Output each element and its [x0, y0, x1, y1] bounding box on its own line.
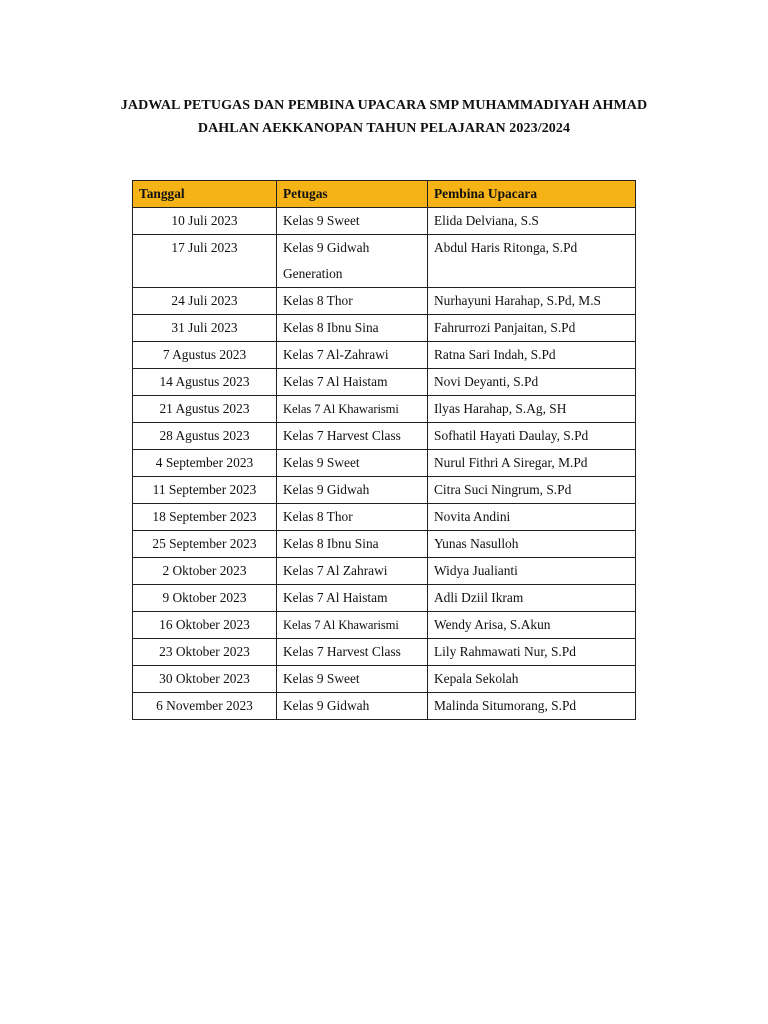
- table-row: [133, 369, 636, 396]
- cell-pembina: Wendy Arisa, S.Akun: [428, 612, 636, 639]
- table-row: [133, 693, 636, 720]
- table-row: [133, 531, 636, 558]
- table-row: [133, 639, 636, 666]
- cell-pembina: Fahrurrozi Panjaitan, S.Pd: [428, 315, 636, 342]
- cell-pembina: Abdul Haris Ritonga, S.Pd: [428, 235, 636, 288]
- table-row: [133, 504, 636, 531]
- header-petugas: Petugas: [277, 181, 428, 208]
- table-row: [133, 342, 636, 369]
- cell-pembina: Lily Rahmawati Nur, S.Pd: [428, 639, 636, 666]
- cell-petugas: Kelas 8 Thor: [277, 288, 428, 315]
- cell-pembina: Adli Dziil Ikram: [428, 585, 636, 612]
- cell-tanggal: 9 Oktober 2023: [133, 585, 277, 612]
- cell-pembina: Sofhatil Hayati Daulay, S.Pd: [428, 423, 636, 450]
- cell-petugas: Kelas 7 Al-Zahrawi: [277, 342, 428, 369]
- cell-pembina: Novi Deyanti, S.Pd: [428, 369, 636, 396]
- cell-tanggal: 17 Juli 2023: [133, 235, 277, 288]
- page-title: [80, 94, 688, 140]
- cell-tanggal: 4 September 2023: [133, 450, 277, 477]
- schedule-table: [132, 180, 636, 720]
- table-row: [133, 585, 636, 612]
- table-row: [133, 208, 636, 235]
- cell-pembina: Nurhayuni Harahap, S.Pd, M.S: [428, 288, 636, 315]
- table-row: [133, 477, 636, 504]
- cell-petugas: Kelas 8 Ibnu Sina: [277, 531, 428, 558]
- cell-pembina: Yunas Nasulloh: [428, 531, 636, 558]
- cell-tanggal: 24 Juli 2023: [133, 288, 277, 315]
- table-row: [133, 396, 636, 423]
- cell-pembina: Ratna Sari Indah, S.Pd: [428, 342, 636, 369]
- table-row: [133, 450, 636, 477]
- cell-tanggal: 28 Agustus 2023: [133, 423, 277, 450]
- cell-petugas: Kelas 7 Al Haistam: [277, 369, 428, 396]
- table-row: [133, 288, 636, 315]
- cell-pembina: Novita Andini: [428, 504, 636, 531]
- cell-petugas: Kelas 9 Sweet: [277, 208, 428, 235]
- cell-petugas: Kelas 7 Al Haistam: [277, 585, 428, 612]
- cell-tanggal: 21 Agustus 2023: [133, 396, 277, 423]
- cell-tanggal: 16 Oktober 2023: [133, 612, 277, 639]
- cell-tanggal: 18 September 2023: [133, 504, 277, 531]
- cell-petugas: Kelas 8 Ibnu Sina: [277, 315, 428, 342]
- cell-tanggal: 30 Oktober 2023: [133, 666, 277, 693]
- table-header-row: [133, 181, 636, 208]
- cell-petugas: Kelas 8 Thor: [277, 504, 428, 531]
- cell-tanggal: 6 November 2023: [133, 693, 277, 720]
- cell-tanggal: 23 Oktober 2023: [133, 639, 277, 666]
- cell-petugas: Kelas 9 Sweet: [277, 450, 428, 477]
- cell-petugas: Kelas 9 Sweet: [277, 666, 428, 693]
- cell-pembina: Elida Delviana, S.S: [428, 208, 636, 235]
- cell-pembina: Malinda Situmorang, S.Pd: [428, 693, 636, 720]
- cell-petugas: Kelas 9 Gidwah: [277, 477, 428, 504]
- cell-petugas: Kelas 7 Harvest Class: [277, 639, 428, 666]
- cell-petugas: Kelas 9 Gidwah: [277, 693, 428, 720]
- table-row: [133, 558, 636, 585]
- title-line-2: DAHLAN AEKKANOPAN TAHUN PELAJARAN 2023/2024: [197, 121, 571, 136]
- cell-petugas: Kelas 9 Gidwah Generation: [277, 235, 428, 288]
- cell-pembina: Nurul Fithri A Siregar, M.Pd: [428, 450, 636, 477]
- table-row: [133, 666, 636, 693]
- cell-tanggal: 2 Oktober 2023: [133, 558, 277, 585]
- cell-pembina: Widya Jualianti: [428, 558, 636, 585]
- cell-petugas: Kelas 7 Al Khawarismi: [277, 612, 428, 639]
- cell-petugas: Kelas 7 Harvest Class: [277, 423, 428, 450]
- cell-petugas: Kelas 7 Al Zahrawi: [277, 558, 428, 585]
- header-tanggal: Tanggal: [133, 181, 277, 208]
- cell-tanggal: 31 Juli 2023: [133, 315, 277, 342]
- cell-tanggal: 25 September 2023: [133, 531, 277, 558]
- cell-tanggal: 7 Agustus 2023: [133, 342, 277, 369]
- table-row: [133, 423, 636, 450]
- table-row: [133, 315, 636, 342]
- cell-petugas: Kelas 7 Al Khawarismi: [277, 396, 428, 423]
- cell-tanggal: 11 September 2023: [133, 477, 277, 504]
- table-body: [133, 208, 636, 720]
- cell-pembina: Kepala Sekolah: [428, 666, 636, 693]
- cell-tanggal: 10 Juli 2023: [133, 208, 277, 235]
- cell-pembina: Citra Suci Ningrum, S.Pd: [428, 477, 636, 504]
- cell-pembina: Ilyas Harahap, S.Ag, SH: [428, 396, 636, 423]
- table-row: [133, 612, 636, 639]
- table-row: [133, 235, 636, 288]
- cell-tanggal: 14 Agustus 2023: [133, 369, 277, 396]
- header-pembina: Pembina Upacara: [428, 181, 636, 208]
- title-line-1: JADWAL PETUGAS DAN PEMBINA UPACARA SMP MUHAMMADIYAH AHMAD: [120, 98, 648, 113]
